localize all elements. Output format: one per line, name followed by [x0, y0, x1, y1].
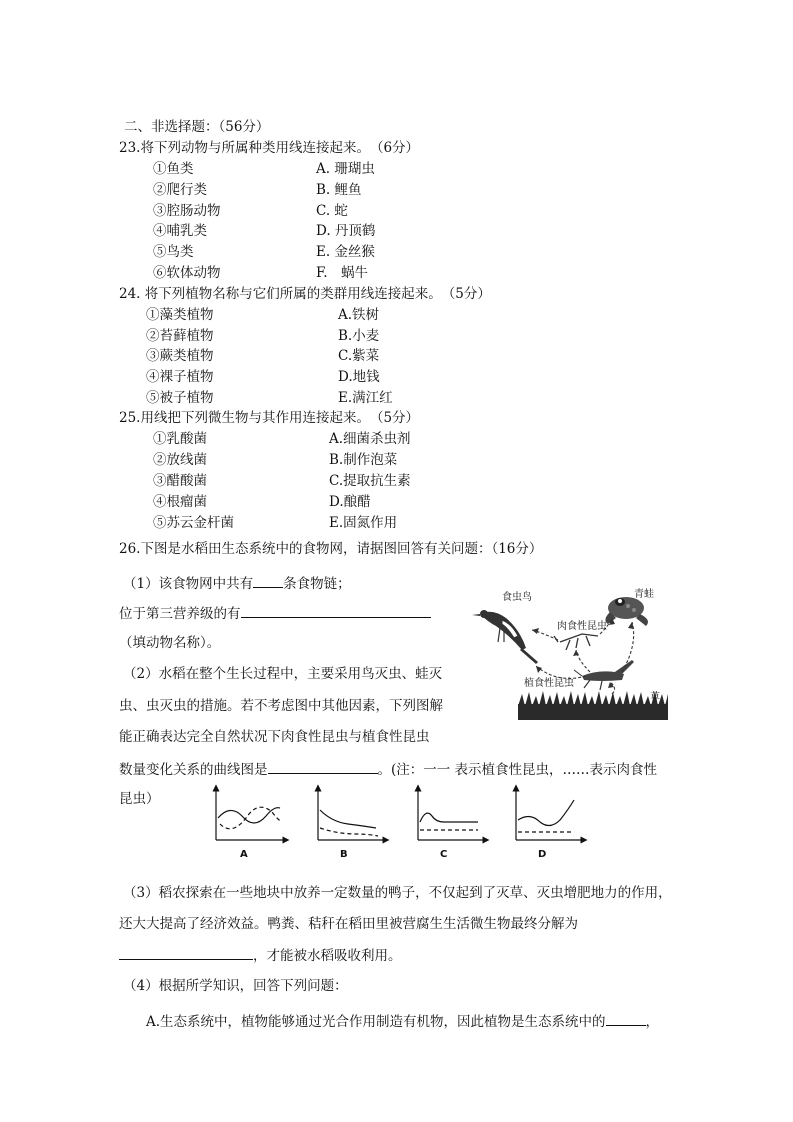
q23-left-item: ③腔肠动物 [153, 203, 221, 219]
q26-part4-line1: （4）根据所学知识，回答下列问题： [123, 978, 348, 994]
q25-left-item: ⑤苏云金杆菌 [153, 515, 234, 531]
q26-part2-line3: 能正确表达完全自然状况下肉食性昆虫与植食性昆虫 [119, 729, 430, 745]
q26-part3-line1: （3）稻农探索在一些地块中放养一定数量的鸭子，不仅起到了灭草、灭虫增肥地力的作用， [123, 885, 672, 901]
label-bird: 食虫鸟 [502, 592, 532, 603]
q26-part4-line2 [146, 1011, 659, 1031]
q26-part1-text-a: （1）该食物网中共有 [123, 576, 254, 592]
q26-stem: 26.下图是水稻田生态系统中的食物网，请据图回答有关问题：（16分） [119, 541, 543, 557]
q24-right-item: A.铁树 [338, 307, 380, 323]
q23-left-item: ②爬行类 [153, 182, 207, 198]
q24-left-item: ④裸子植物 [146, 369, 214, 385]
q26-part4-text-b: ， [645, 1014, 660, 1030]
q23-right-item: E. 金丝猴 [316, 244, 375, 260]
q23-left-item: ④哺乳类 [153, 223, 207, 239]
label-carn: 肉食性昆虫 [557, 621, 607, 632]
food-web-svg [462, 584, 672, 722]
q23-stem: 23.将下列动物与所属种类用线连接起来。 （6分） [119, 140, 420, 156]
bird-icon [472, 610, 538, 664]
q25-right-item: D.酿醋 [329, 494, 371, 510]
curve-graphs [208, 782, 588, 862]
label-frog: 青蛙 [634, 589, 654, 600]
q26-part3-line3 [119, 945, 402, 965]
q26-part3-line2: 还大大提高了经济效益。鸭粪、秸秆在稻田里被营腐生生活微生物最终分解为 [119, 916, 578, 932]
q26-part2-line2: 虫、虫灭虫的措施。若不考虑图中其他因素，下列图解 [119, 698, 443, 714]
q25-right-item: A.细菌杀虫剂 [329, 431, 411, 447]
q24-right-item: E.满江红 [338, 390, 393, 406]
q25-left-item: ②放线菌 [153, 452, 207, 468]
q26-part1-line1 [123, 573, 351, 593]
graph-b [318, 788, 386, 860]
carnivorous-insect-icon [554, 634, 598, 650]
food-web-figure [462, 584, 672, 722]
q26-part1-text-b: 条食物链； [283, 576, 351, 592]
answer-blank[interactable] [253, 573, 283, 588]
q23-left-item: ⑤鸟类 [153, 244, 194, 260]
q25-left-item: ③醋酸菌 [153, 473, 207, 489]
q26-part3-text: ，才能被水稻吸收利用。 [253, 948, 402, 964]
answer-blank[interactable] [268, 759, 378, 774]
q24-right-item: C.紫菜 [338, 348, 380, 364]
graph-label: A [240, 849, 248, 860]
q26-part2-text-b: 。(注：一一 表示植食性昆虫，……表示肉食性 [377, 762, 658, 778]
grass-icon [518, 691, 668, 720]
graph-d [516, 788, 584, 860]
q23-right-item: A. 珊瑚虫 [316, 161, 375, 177]
graph-c [418, 788, 486, 860]
q26-part4-text-a: A.生态系统中，植物能够通过光合作用制造有机物，因此植物是生态系统中的 [146, 1014, 606, 1030]
label-herb: 植食性昆虫 [524, 678, 574, 689]
q26-part2-text-a: 数量变化关系的曲线图是 [119, 762, 268, 778]
graph-a [216, 788, 286, 860]
q25-right-item: E.固氮作用 [329, 515, 398, 531]
q25-stem: 25.用线把下列微生物与其作用连接起来。 （5分） [119, 410, 420, 426]
q25-left-item: ①乳酸菌 [153, 431, 207, 447]
q23-right-item: B. 鲤鱼 [316, 182, 362, 198]
q24-left-item: ②苔藓植物 [146, 328, 214, 344]
section-title: 二、非选择题：（56分） [124, 119, 270, 135]
q25-left-item: ④根瘤菌 [153, 494, 207, 510]
graph-label: C [440, 849, 448, 860]
graph-label: B [340, 849, 348, 860]
q26-part2-line1: （2）水稻在整个生长过程中，主要采用鸟灭虫、蛙灭 [123, 666, 443, 682]
q25-right-item: B.制作泡菜 [329, 452, 398, 468]
graph-label: D [538, 849, 547, 860]
q24-left-item: ③蕨类植物 [146, 348, 214, 364]
q24-left-item: ⑤被子植物 [146, 390, 214, 406]
label-grass: 草 [650, 692, 660, 703]
q26-part1-line2 [119, 603, 431, 623]
arrow-herb-carn [576, 650, 590, 672]
answer-blank[interactable] [241, 603, 431, 618]
q26-part2-line5: 昆虫） [119, 791, 160, 807]
q23-left-item: ①鱼类 [153, 161, 194, 177]
q24-stem: 24. 将下列植物名称与它们所属的类群用线连接起来。 （5分） [119, 286, 491, 302]
arrow-herb-bird [536, 666, 586, 678]
answer-blank[interactable] [119, 945, 253, 960]
curve-graphs-svg [208, 782, 588, 862]
q25-right-item: C.提取抗生素 [329, 473, 411, 489]
q23-right-item: D. 丹顶鹤 [316, 223, 376, 239]
q26-part1-text-c: 位于第三营养级的有 [119, 606, 241, 622]
q24-right-item: D.地钱 [338, 369, 380, 385]
q23-right-item: F. 蜗牛 [316, 265, 369, 281]
q24-left-item: ①藻类植物 [146, 307, 214, 323]
q23-right-item: C. 蛇 [316, 203, 348, 219]
q24-right-item: B.小麦 [338, 328, 380, 344]
q23-left-item: ⑥软体动物 [153, 265, 221, 281]
q26-part1-note: （填动物名称）。 [119, 635, 221, 651]
answer-blank[interactable] [606, 1011, 646, 1026]
q26-part2-line4 [119, 759, 657, 779]
